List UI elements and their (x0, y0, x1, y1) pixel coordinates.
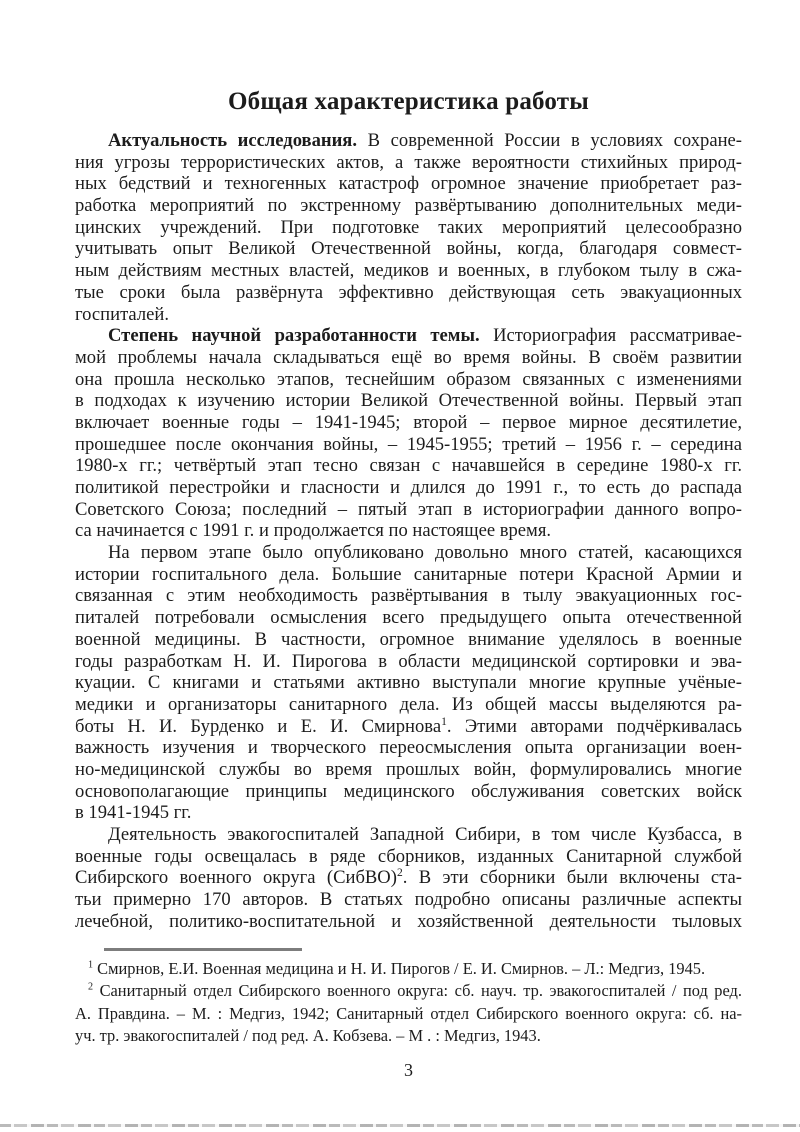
text-segment: работка мероприятий по экстренному развёртыванию дополнительных меди- (75, 195, 742, 217)
bold-lead-in: Степень научной разработанности темы. (108, 325, 480, 347)
text-segment: тые сроки была развёрнута эффективно действующая сеть эвакуационных (75, 281, 742, 303)
text-line (75, 455, 742, 477)
text-line (75, 672, 742, 694)
text-segment: учитывать опыт Великой Отечественной войны, когда, благодаря совмест- (75, 238, 742, 260)
text-block (75, 0, 742, 1081)
footnote-reference: 2 (396, 867, 403, 880)
text-line (75, 737, 742, 759)
text-segment: тьи примерно 170 авторов. В статьях подробно описаны различные аспекты (75, 889, 742, 911)
text-line (75, 477, 742, 499)
text-line (75, 564, 742, 586)
text-segment: она прошла несколько этапов, теснейшим образом связанных с изменениями (75, 368, 742, 390)
text-segment: политикой перестройки и гласности и длился до 1991 г., то есть до распада (75, 477, 742, 498)
body-text (75, 130, 742, 932)
footnote-separator (104, 948, 302, 951)
text-line (75, 824, 742, 846)
text-segment: в 1941-1945 гг. (75, 802, 192, 824)
text-line (75, 607, 742, 629)
text-line (75, 325, 742, 347)
text-line (75, 542, 742, 564)
text-line (75, 716, 742, 738)
text-line (75, 1003, 742, 1025)
text-segment: Советского Союза; последний – пятый этап в историографии данного вопро- (75, 498, 742, 520)
text-line (75, 390, 742, 412)
text-segment: Санитарный отдел Сибирского военного округа: сб. науч. тр. эвакогоспиталей / под ред. (93, 981, 742, 1001)
text-line (75, 304, 742, 326)
text-line (75, 629, 742, 651)
footnote-reference: 1 (441, 715, 447, 728)
text-line (75, 499, 742, 521)
text-line (75, 434, 742, 456)
text-segment: уч. тр. эвакогоспиталей / под ред. А. Кобзева. – М . : Медгиз, 1943. (75, 1026, 541, 1046)
text-line (75, 958, 742, 980)
text-line (75, 217, 742, 239)
text-line (75, 911, 742, 933)
text-line (75, 347, 742, 369)
bold-lead-in: Актуальность исследования. (108, 130, 358, 151)
text-line (75, 260, 742, 282)
text-segment: ных бедствий и техногенных катастроф огромное значение приобретает раз- (75, 173, 742, 195)
text-segment: са начинается с 1991 г. и продолжается по настоящее время. (75, 520, 552, 542)
text-segment: военной медицины. В частности, огромное внимание уделялось в военные (75, 628, 742, 650)
text-segment: основополагающие принципы медицинского обслуживания советских войск (75, 780, 742, 802)
paragraph (75, 130, 742, 325)
text-segment: В современной России в условиях сохране- (357, 130, 742, 151)
text-line (75, 585, 742, 607)
text-segment: прошедшее после окончания войны, – 1945-1955; третий – 1956 г. – середина (75, 433, 742, 455)
text-line (75, 412, 742, 434)
text-line (75, 520, 742, 542)
text-segment: куации. С книгами и статьями активно выступали многие крупные учёные- (75, 672, 742, 694)
text-segment: медики и организаторы санитарного дела. Из общей массы выделяются ра- (75, 693, 742, 715)
text-line (75, 867, 742, 889)
text-line (75, 130, 742, 152)
text-segment: 1980-х гг.; четвёртый этап тесно связан с начавшейся в середине 1980-х гг. (75, 455, 742, 477)
page-title: Общая характеристика работы (228, 88, 589, 115)
text-segment: На первом этапе было опубликовано довольно много статей, касающихся (108, 542, 742, 564)
paragraph (75, 542, 742, 824)
text-segment: истории госпитального дела. Большие санитарные потери Красной Армии и (75, 563, 742, 585)
text-segment: включает военные годы – 1941-1945; второй – первое мирное десятилетие, (75, 411, 742, 433)
paragraph (75, 325, 742, 542)
page-number: 3 (404, 1059, 413, 1080)
footnote (75, 958, 742, 980)
text-line (75, 694, 742, 716)
scan-artifact-line (0, 1124, 800, 1127)
text-segment: Сибирского военного округа (СибВО) (75, 867, 397, 889)
text-line (75, 889, 742, 911)
text-segment: годы разработкам Н. И. Пирогова в области медицинской сортировки и эва- (75, 650, 742, 672)
text-line (75, 152, 742, 174)
text-segment: . В эти сборники были включены ста- (402, 867, 742, 889)
footnotes (75, 958, 742, 1048)
text-segment: цинских учреждений. При подготовке таких мероприятий целесообразно (75, 216, 742, 238)
text-segment: но-медицинской службы во время прошлых войн, формулировались многие (75, 758, 742, 780)
footnote (75, 980, 742, 1047)
text-line (75, 759, 742, 781)
text-line (75, 802, 742, 824)
paragraph (75, 824, 742, 932)
text-line (75, 1025, 742, 1047)
text-segment: . Этими авторами подчёркивалась (446, 715, 742, 737)
text-line (75, 651, 742, 673)
text-line (75, 173, 742, 195)
text-line (75, 369, 742, 391)
text-segment: А. Правдина. – М. : Медгиз, 1942; Санитарный отдел Сибирского военного округа: сб. на- (75, 1003, 742, 1023)
text-segment: Историография рассматривае- (479, 325, 742, 347)
text-segment: Смирнов, Е.И. Военная медицина и Н. И. Пирогов / Е. И. Смирнов. – Л.: Медгиз, 1945. (93, 958, 706, 978)
text-line (75, 846, 742, 868)
text-segment: боты Н. И. Бурденко и Е. И. Смирнова (75, 715, 442, 737)
text-segment: госпиталей. (75, 303, 169, 325)
text-line (75, 238, 742, 260)
text-segment: военные годы освещалась в ряде сборников, изданных Санитарной службой (75, 845, 742, 867)
text-segment: лечебной, политико-воспитательной и хозяйственной деятельности тыловых (75, 910, 742, 932)
text-segment: связанная с этим необходимость развёртывания в тылу эвакуационных гос- (75, 585, 742, 607)
text-line (75, 282, 742, 304)
text-segment: важность изучения и творческого переосмысления опыта организации воен- (75, 737, 742, 759)
footnote-reference: 1 (88, 959, 94, 971)
text-segment: Деятельность эвакогоспиталей Западной Сибири, в том числе Кузбасса, в (108, 824, 742, 845)
text-segment: ным действиям местных властей, медиков и военных, в глубоком тылу в сжа- (75, 260, 742, 282)
footnote-reference: 2 (88, 981, 94, 993)
text-line (75, 195, 742, 217)
text-segment: питалей потребовали осмысления всего предыдущего опыта отечественной (75, 607, 742, 629)
text-segment: ния угрозы террористических актов, а также вероятности стихийных природ- (75, 151, 742, 173)
text-segment: в подходах к изучению истории Великой Отечественной войны. Первый этап (75, 390, 742, 412)
text-line (75, 980, 742, 1002)
text-line (75, 781, 742, 803)
text-segment: мой проблемы начала складываться ещё во время войны. В своём развитии (75, 346, 742, 368)
